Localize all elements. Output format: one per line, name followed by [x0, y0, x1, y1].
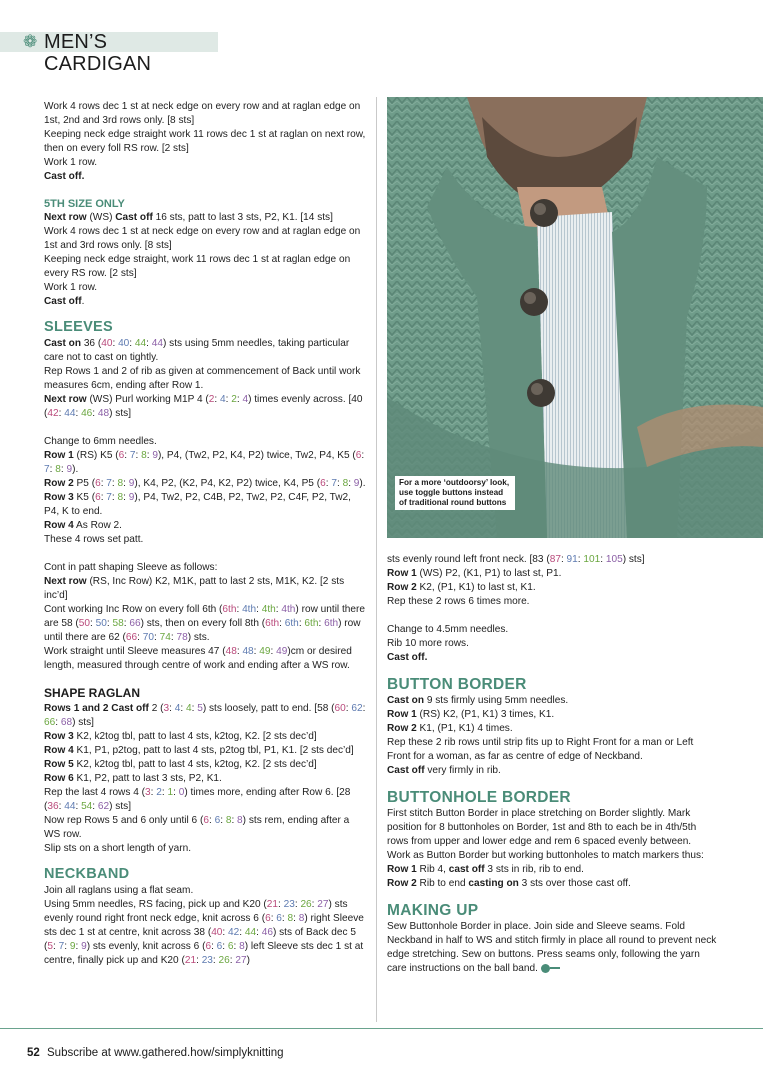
making-up-text: Sew Buttonhole Border in place. Join side and Sleeve seams. Fold Neckband in half to WS and stitch firmly in place all round to prevent neck edge stretching. Sew on buttons. Press seams only, following the yarn care instructions on the ball band. [387, 921, 717, 974]
sleeves-contwork: Cont working Inc Row on every foll 6th (6th: 4th: 4th: 4th) row until there are 58 (50: 50: 58: 66) sts, then on every foll 8th (6th: 6th: 6th: 6th) row until there are 62 (66: 70: 74: 78) sts. [44, 604, 365, 643]
raglan-nowrep: Now rep Rows 5 and 6 only until 6 (6: 6: 8: 8) sts rem, ending after a WS row. [44, 815, 350, 840]
raglan-heading: SHAPE RAGLAN [44, 686, 141, 700]
section-header [0, 31, 218, 75]
intro-castoff: Cast off. [44, 171, 85, 182]
sleeves-these: These 4 rows set patt. [44, 534, 144, 545]
buttonhole-border-text: First stitch Button Border in place stretching on Border slightly. Mark position for 8 buttonholes on Border, 1st and 8th to each be in 4th/5th rows from upper and lower edge and rem 6 spaced evenly between. [387, 808, 697, 847]
size5-line: Keeping neck edge straight, work 11 rows dec 1 st at raglan edge on every RS row. [2 sts] [44, 254, 351, 279]
making-up-heading: MAKING UP [387, 902, 479, 919]
photo-caption: For a more ‘outdoorsy’ look, use toggle buttons instead of traditional round buttons [395, 476, 515, 510]
sleeves-nextrow: Next row (WS) Purl working M1P 4 (2: 4: 2: 4) times evenly across. [40 (42: 44: 46: 48) sts] [44, 394, 363, 419]
footer [27, 1046, 284, 1060]
raglan-replast: Rep the last 4 rows 4 (3: 2: 1: 0) times more, ending after Row 6. [28 (36: 44: 54: 62) sts] [44, 787, 351, 812]
buttonhole-border-heading: BUTTONHOLE BORDER [387, 789, 571, 806]
sleeves-row3: Row 3 K5 (6: 7: 8: 9), P4, Tw2, P2, C4B, P2, Tw2, P2, C4F, P2, Tw2, P4, K to end. [44, 492, 351, 517]
sleeves-incrow: Next row (RS, Inc Row) K2, M1K, patt to last 2 sts, M1K, K2. [2 sts inc’d] [44, 576, 345, 601]
buttonhole-border-row1: Row 1 Rib 4, cast off 3 sts in rib, rib to end. [387, 864, 584, 875]
neckband-change: Change to 4.5mm needles. [387, 624, 509, 635]
button-border-castoff: Cast off very firmly in rib. [387, 765, 501, 776]
raglan-row4: Row 4 K1, P1, p2tog, patt to last 4 sts, p2tog tbl, P1, K1. [2 sts dec’d] [44, 745, 354, 756]
button-border-row1: Row 1 (RS) K2, (P1, K1) 3 times, K1. [387, 709, 555, 720]
neckband-row1: Row 1 (WS) P2, (K1, P1) to last st, P1. [387, 568, 562, 579]
raglan-row6: Row 6 K1, P2, patt to last 3 sts, P2, K1. [44, 773, 222, 784]
neckband-row2: Row 2 K2, (P1, K1) to last st, K1. [387, 582, 536, 593]
size5-line: Work 1 row. [44, 282, 98, 293]
sleeves-straight: Work straight until Sleeve measures 47 (48: 48: 49: 49)cm or desired length, measured through centre of work and ending after a WS row. [44, 646, 352, 671]
end-line-icon [550, 967, 560, 969]
neckband-rep: Rep these 2 rows 6 times more. [387, 596, 530, 607]
raglan-row5: Row 5 K2, k2tog tbl, patt to last 4 sts, k2tog, K2. [2 sts dec’d] [44, 759, 317, 770]
button-border-row2: Row 2 K1, (P1, K1) 4 times. [387, 723, 513, 734]
page-title: MEN’S CARDIGAN [44, 31, 152, 75]
neckband-join: Join all raglans using a flat seam. [44, 885, 194, 896]
intro-line: Keeping neck edge straight work 11 rows dec 1 st at raglan on next row, then on every foll RS row. [2 sts] [44, 129, 366, 154]
size5-nextrow: Next row (WS) Cast off 16 sts, patt to last 3 sts, P2, K1. [14 sts] [44, 212, 333, 223]
button-border-rep: Rep these 2 rib rows until strip fits up to Right Front for a man or Left Front for a woman, as far as centre of edge of Neckband. [387, 737, 694, 762]
column-divider [376, 97, 377, 1022]
neckband-using: Using 5mm needles, RS facing, pick up and K20 (21: 23: 26: 27) sts evenly round right front neck edge, knit across 6 (6: 6: 8: 8) right Sleeve sts dec 1 st at centre, knit across 38 (40: 42: 44: 46) sts of Back dec 5 (5: 7: 9: 9) sts evenly, knit across 6 (6: 6: 6: 8) left Sleeve sts dec 1 st at centre, finally pick up and K20 (21: 23: 26: 27) [44, 899, 364, 966]
button-border-heading: BUTTON BORDER [387, 676, 527, 693]
sleeves-heading: SLEEVES [44, 319, 113, 335]
neckband-heading: NECKBAND [44, 866, 130, 882]
cardigan-photo [387, 97, 763, 538]
page-number: 52 [27, 1047, 40, 1059]
sleeves-change: Change to 6mm needles. [44, 436, 157, 447]
clover-icon: ❁ [23, 32, 38, 51]
left-column [44, 100, 366, 968]
neckband-cont: sts evenly round left front neck. [83 (87: 91: 101: 105) sts] [387, 554, 645, 565]
raglan-slip: Slip sts on a short length of yarn. [44, 843, 192, 854]
raglan-row3: Row 3 K2, k2tog tbl, patt to last 4 sts, k2tog, K2. [2 sts dec’d] [44, 731, 317, 742]
sleeves-cont: Cont in patt shaping Sleeve as follows: [44, 562, 218, 573]
sleeves-rep: Rep Rows 1 and 2 of rib as given at commencement of Back until work measures 6cm, ending after Row 1. [44, 366, 361, 391]
sleeves-caston: Cast on 36 (40: 40: 44: 44) sts using 5mm needles, taking particular care not to cast on tightly. [44, 338, 350, 363]
buttonhole-border-row2: Row 2 Rib to end casting on 3 sts over those cast off. [387, 878, 631, 889]
sleeves-row1: Row 1 (RS) K5 (6: 7: 8: 9), P4, (Tw2, P2, K4, P2) twice, Tw2, P4, K5 (6: 7: 8: 9). [44, 450, 365, 475]
sleeves-row2: Row 2 P5 (6: 7: 8: 9), K4, P2, (K2, P4, K2, P2) twice, K4, P5 (6: 7: 8: 9). [44, 478, 366, 489]
neckband-rib: Rib 10 more rows. [387, 638, 469, 649]
size5-line: Work 4 rows dec 1 st at neck edge on every row and at raglan edge on 1st and 3rd rows only. [8 sts] [44, 226, 361, 251]
size5-heading: 5TH SIZE ONLY [44, 198, 125, 210]
sleeves-row4: Row 4 As Row 2. [44, 520, 122, 531]
intro-line: Work 4 rows dec 1 st at neck edge on every row and at raglan edge on 1st, 2nd and 3rd rows only. [8 sts] [44, 101, 361, 126]
buttonhole-border-work: Work as Button Border but working buttonholes to match markers thus: [387, 850, 704, 861]
intro-line: Work 1 row. [44, 157, 98, 168]
button-border-caston: Cast on 9 sts firmly using 5mm needles. [387, 695, 569, 706]
raglan-rows12: Rows 1 and 2 Cast off 2 (3: 4: 4: 5) sts loosely, patt to end. [58 (60: 62: 66: 68) sts] [44, 703, 366, 728]
end-mark-icon [541, 964, 550, 973]
footer-rule [0, 1028, 763, 1029]
right-column [387, 553, 717, 976]
footer-link[interactable]: Subscribe at www.gathered.how/simplyknitting [47, 1047, 284, 1059]
neckband-castoff: Cast off. [387, 652, 428, 663]
size5-castoff: Cast off. [44, 296, 85, 307]
cardigan-illustration [387, 97, 763, 538]
